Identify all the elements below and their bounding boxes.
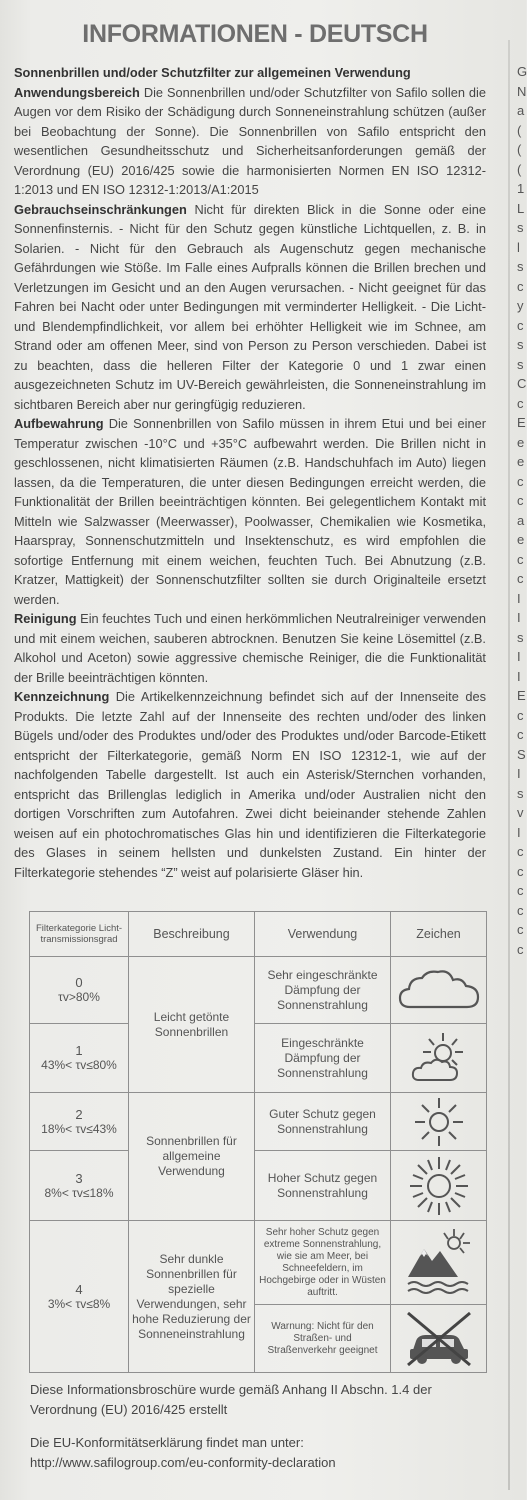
category-number: 3 [75, 1170, 83, 1186]
section-gebrauch [14, 200, 486, 415]
symbol-cell [391, 1093, 487, 1151]
page-title: INFORMATIONEN - DEUTSCH [82, 20, 428, 48]
edge-fragment: c [517, 551, 524, 567]
edge-fragment: I [517, 766, 521, 781]
edge-fragment: c [517, 571, 524, 586]
section-kennzeichnung [14, 687, 486, 882]
table-row [30, 1221, 487, 1305]
edge-fragment: a [517, 512, 525, 528]
section-aufbewahrung-text: Die Sonnenbrillen von Safilo müssen in ihrem Etui und bei einer Temperatur zwischen -10°C und +35°C aufbewahrt werden. Die Brillen nicht in geschlossenen, nicht klimatisierten Räumen (z.B. Handschuhfach im Auto) liegen lassen, da die Temperaturen, die unter diesen Bedingungen erreicht werden, die Funktionalität der Brillen beeinträchtigen könnten. Bei gelegentlichem Kontakt mit Mitteln wie Salzwasser (Meerwasser), Poolwasser, Chemikalien wie Kosmetika, Haarspray, Sonnenschutzmitteln und Insektenschutz, es wird empfohlen die sofortige Entfernung mit einem weichen, feuchten Tuch. Bei Abnutzung (z.B. Kratzer, Mattigkeit) der Sonnenschutzfilter sollten sie durch Originalteile ersetzt werden. [14, 416, 486, 607]
transmission-range: 8%< τv≤18% [44, 1185, 114, 1200]
edge-fragment: ( [517, 142, 522, 157]
edge-fragment: a [517, 103, 525, 118]
edge-fragment: L [517, 200, 525, 216]
symbol-cell [391, 1221, 487, 1305]
use-cell: Hoher Schutz gegen Sonnenstrahlung [255, 1151, 391, 1221]
edge-fragment: c [517, 473, 524, 489]
edge-fragment: s [517, 259, 524, 274]
strong-sun-icon [409, 1156, 469, 1216]
symbol-cell [391, 1151, 487, 1221]
conformity-url[interactable]: http://www.safilogroup.com/eu-conformity-declaration [30, 1455, 336, 1470]
use-cell: Guter Schutz gegen Sonnenstrahlung [255, 1093, 391, 1151]
body-text [14, 63, 486, 882]
edge-fragment: S [517, 746, 526, 762]
table-row [30, 1024, 487, 1093]
edge-fragment: C [517, 376, 527, 391]
edge-fragment: s [517, 785, 524, 801]
transmission-range: 3%< τv≤8% [47, 1296, 111, 1311]
intro-heading: Sonnenbrillen und/oder Schutzfilter zur allgemeinen Verwendung [14, 65, 411, 80]
category-cell [30, 957, 129, 1024]
header-symbol: Zeichen [391, 912, 487, 957]
description-cell: Sonnenbrillen für allgemeine Verwendung [129, 1093, 255, 1221]
page-fold [508, 40, 510, 1490]
header-use: Verwendung [255, 912, 391, 957]
section-reinigung-label: Reinigung [14, 611, 77, 626]
category-cell [30, 1024, 129, 1093]
transmission-range: 18%< τv≤43% [41, 1121, 117, 1136]
edge-fragment: s [517, 220, 524, 235]
edge-fragment: l [517, 239, 520, 255]
edge-fragment: c [517, 844, 524, 859]
symbol-cell [391, 957, 487, 1024]
edge-fragment: N [517, 83, 527, 99]
category-number: 2 [75, 1106, 83, 1122]
section-gebrauch-label: Gebrauchseinschränkungen [14, 201, 187, 217]
edge-fragment: ( [517, 122, 522, 138]
conformity-label: Die EU-Konformitätserklärung findet man unter: [30, 1435, 304, 1450]
transmission-range: 43%< τv≤80% [41, 1058, 117, 1072]
sun-mountain-sea-icon [404, 1227, 474, 1299]
edge-fragment: c [517, 727, 524, 742]
sun-icon [412, 1096, 466, 1148]
edge-fragment: v [517, 805, 524, 820]
no-driving-icon [404, 1309, 474, 1369]
edge-fragment: I [517, 824, 521, 840]
section-kennzeichnung-text: Die Artikelkennzeichnung befindet sich auf der Innenseite des Produkts. Die letzte Zahl auf der Innenseite des rechten und/oder des linken Bügels und/oder des Produktes und/oder des Produktes und/oder Barcode-Etikett entspricht der Filterkategorie, gemäß Norm EN ISO 12312-1, wie auf der nachfolgenden Tabelle dargestellt. Ist auch ein Asterisk/Sternchen vorhanden, entspricht das Brillenglas lediglich in Amerika und/oder Australien nicht den dortigen Vorschriften zum Autofahren. Zwei dicht beieinander stehende Zahlen weisen auf ein photochromatisches Glas hin und identifizieren die Filterkategorie des Glases in seinem hellsten und dunkelsten Zustand. Ein hinter der Filterkategorie stehendes “Z” weist auf polarisierte Gläser hin. [14, 689, 486, 880]
category-cell [30, 1093, 129, 1151]
edge-fragment: c [517, 317, 524, 333]
header-category: Filterkategorie Licht-transmissionsgrad [30, 912, 129, 957]
edge-fragment: I [517, 590, 521, 606]
table-row [30, 1093, 487, 1151]
filter-category-table [29, 911, 487, 1373]
edge-fragment: y [517, 298, 524, 313]
conformity-footnote [30, 1433, 490, 1473]
edge-fragment: c [517, 493, 524, 508]
section-gebrauch-text: Nicht für direkten Blick in die Sonne oder eine Sonnenfinsternis. - Nicht für den Schutz gegen künstliche Lichtquellen, z. B. in Solarien. - Nicht für den Gebrauch als Augenschutz gegen mechanische Gefährdungen wie Stöße. Im Falle eines Aufpralls können die Brillen brechen und Verletzungen im Gesicht und an den Augen verursachen. - Nicht geeignet für das Fahren bei Nacht oder unter Bedingungen mit verminderter Helligkeit. - Die Licht- und Blendempfindlichkeit, vor allem bei erhöhter Helligkeit wie im Schnee, am Strand oder am offenen Meer, sind von Person zu Person verschieden. Dabei ist zu beachten, dass die helleren Filter der Kategorie 0 und 1 zwar einen ausgezeichneten Schutz im UV-Bereich gewährleisten, die Sonneneinstrahlung im sichtbaren Bereich aber nur geringfügig reduzieren. [14, 201, 486, 412]
section-aufbewahrung [14, 414, 486, 609]
section-anwendung [14, 83, 486, 200]
category-cell [30, 1151, 129, 1221]
sun-behind-cloud-icon [409, 1030, 469, 1086]
edge-fragment: c [517, 863, 524, 879]
edge-fragment: E [517, 688, 526, 703]
section-aufbewahrung-label: Aufbewahrung [14, 416, 104, 431]
description-cell: Leicht getönte Sonnenbrillen [129, 957, 255, 1093]
table-header-row [30, 912, 487, 957]
use-cell: Eingeschränkte Dämpfung der Sonnenstrahlung [255, 1024, 391, 1093]
section-kennzeichnung-label: Kennzeichnung [14, 689, 110, 704]
header-description: Beschreibung [129, 912, 255, 957]
edge-fragment: e [517, 454, 525, 469]
category-number: 4 [75, 1281, 83, 1297]
edge-fragment: e [517, 434, 525, 450]
edge-fragment: I [517, 610, 521, 625]
edge-fragment: 1 [517, 181, 525, 196]
category-number: 1 [75, 1043, 83, 1058]
table-row [30, 957, 487, 1024]
section-anwendung-text: Die Sonnenbrillen und/oder Schutzfilter von Safilo sollen die Augen vor dem Risiko der Schädigung durch Sonneneinstrahlung schützen (außer bei Beobachtung der Sonne). Die Sonnenbrillen von Safilo entspricht den wesentlichen Gesundheitsschutz und Sicherheitsanforderungen gemäß der Verordnung (EU) 2016/425 sowie die harmonisierten Normen EN ISO 12312-1:2013 und EN ISO 12312-1:2013/A1:2015 [14, 84, 486, 197]
warning-cell: Warnung: Nicht für den Straßen- und Straßenverkehr geeignet [255, 1305, 391, 1373]
category-cell [30, 1221, 129, 1373]
edge-fragment: c [517, 902, 524, 918]
symbol-cell [391, 1024, 487, 1093]
adjacent-page-edge-text [517, 62, 526, 959]
use-cell: Sehr eingeschränkte Dämpfung der Sonnenstrahlung [255, 957, 391, 1024]
edge-fragment: c [517, 883, 524, 898]
edge-fragment: c [517, 707, 524, 723]
edge-fragment: I [517, 668, 521, 684]
edge-fragment: ( [517, 161, 522, 177]
section-reinigung-text: Ein feuchtes Tuch und einen herkömmlichen Neutralreiniger verwenden und mit einem weichen, sauberen abtrocknen. Benutzen Sie keine Lösemittel (z.B. Alkohol und Aceton) sowie aggressive chemische Reiniger, die die Funktionalität der Brille beeinträchtigen könnten. [14, 611, 486, 685]
table-row [30, 1151, 487, 1221]
category-number: 0 [75, 975, 83, 990]
edge-fragment: G [517, 64, 527, 79]
edge-fragment: c [517, 922, 524, 937]
edge-fragment: s [517, 337, 524, 352]
edge-fragment: c [517, 278, 524, 294]
edge-fragment: I [517, 649, 521, 664]
cloud-icon [396, 965, 482, 1015]
symbol-cell [391, 1305, 487, 1373]
section-reinigung [14, 609, 486, 687]
section-anwendung-label: Anwendungsbereich [14, 84, 140, 100]
edge-fragment: c [517, 941, 524, 957]
edge-fragment: s [517, 629, 524, 645]
info-footnote: Diese Informationsbroschüre wurde gemäß Anhang II Abschn. 1.4 der Verordnung (EU) 2016/425 erstellt [30, 1382, 432, 1417]
edge-fragment: E [517, 415, 526, 430]
use-cell: Sehr hoher Schutz gegen extreme Sonnenstrahlung, wie sie am Meer, bei Schneefeldern, im Hochgebirge oder in Wüsten auftritt. [255, 1221, 391, 1305]
edge-fragment: e [517, 532, 525, 547]
transmission-range: τv>80% [58, 990, 100, 1004]
edge-fragment: c [517, 395, 524, 411]
edge-fragment: s [517, 356, 524, 372]
description-cell: Sehr dunkle Sonnenbrillen für spezielle Verwendungen, sehr hohe Reduzierung der Sonneneinstrahlung [129, 1221, 255, 1373]
